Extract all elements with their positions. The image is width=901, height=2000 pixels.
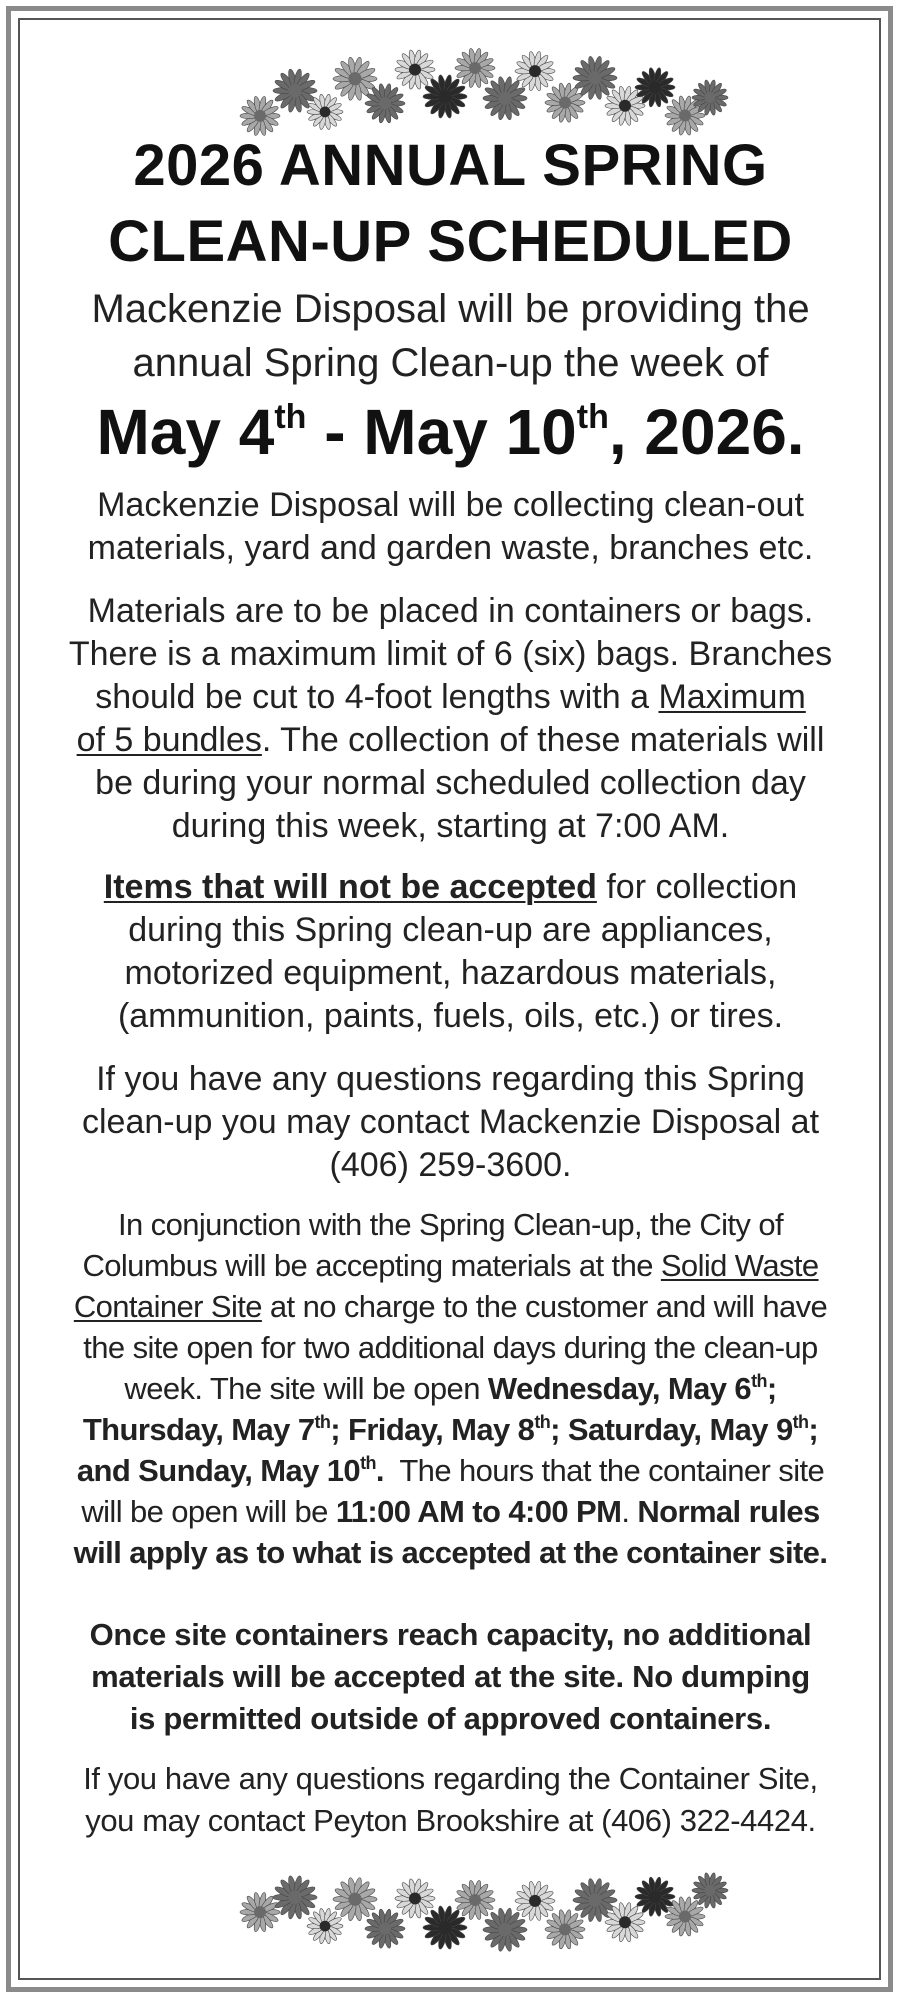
container-site-underline: Container Site: [73, 1289, 262, 1324]
not-accepted-line-4: (ammunition, paints, fuels, oils, etc.) or tires.: [117, 997, 784, 1035]
date-start: May 4: [96, 396, 275, 468]
rules-text-1: Normal rules: [637, 1494, 820, 1529]
capacity-line-1: Once site containers reach capacity, no additional: [89, 1617, 812, 1652]
not-accepted-heading: Items that will not be accepted: [103, 868, 597, 906]
container-line-5-text: week. The site will be open: [124, 1371, 488, 1406]
not-accepted-line-1-text: for collection: [596, 868, 798, 906]
date-end: - May 10: [306, 396, 577, 468]
flyer: [30, 0, 871, 2000]
container-site-paragraph: [30, 1204, 871, 1573]
materials-paragraph: [30, 590, 871, 848]
flower-icon: [605, 86, 645, 126]
container-line-7: [30, 1450, 871, 1491]
contact-container-paragraph: [30, 1758, 871, 1842]
separator: ;: [808, 1412, 819, 1447]
event-dates: [30, 392, 871, 472]
flower-icon: [395, 1878, 435, 1918]
flower-icon: [483, 76, 527, 120]
materials-line-6: during this week, starting at 7:00 AM.: [171, 807, 730, 845]
site-hours: 11:00 AM to 4:00 PM: [335, 1494, 622, 1529]
not-accepted-line-2: during this Spring clean-up are appliances,: [128, 911, 773, 949]
intro-line-2: annual Spring Clean-up the week of: [132, 341, 769, 385]
maximum-bundles-underline: Maximum: [658, 678, 806, 716]
collection-line-1: Mackenzie Disposal will be collecting clean-out: [97, 486, 804, 524]
flower-icon: [515, 1881, 555, 1921]
day-wednesday: Wednesday, May 6: [487, 1371, 752, 1406]
flower-icon: [455, 48, 495, 88]
collection-paragraph: [30, 484, 871, 570]
ordinal-suffix: th: [751, 1371, 767, 1391]
container-line-5: [30, 1368, 871, 1409]
ordinal-suffix: th: [534, 1412, 551, 1432]
flower-icon: [423, 1905, 467, 1949]
separator: ;: [766, 1371, 777, 1406]
flower-icon: [307, 1908, 343, 1944]
capacity-line-3: is permitted outside of approved containers.: [129, 1701, 772, 1736]
not-accepted-paragraph: [30, 866, 871, 1038]
headline-line-2: CLEAN-UP SCHEDULED: [108, 209, 793, 274]
container-line-3-text: at no charge to the customer and will have: [261, 1289, 828, 1324]
not-accepted-line-3: motorized equipment, hazardous materials,: [124, 954, 777, 992]
ordinal-suffix: th: [314, 1412, 331, 1432]
separator: .: [375, 1453, 384, 1488]
ordinal-suffix: th: [360, 1453, 376, 1473]
flower-icon: [423, 74, 467, 118]
flower-garland-bottom-icon: [220, 1860, 740, 1970]
container-line-9: [30, 1532, 871, 1573]
contact-container-line-1: If you have any questions regarding the Container Site,: [83, 1761, 818, 1796]
container-line-2-text: Columbus will be accepting materials at the: [82, 1248, 661, 1283]
day-thursday: Thursday, May 7: [82, 1412, 315, 1447]
intro-line-1: Mackenzie Disposal will be providing the: [91, 287, 810, 331]
materials-line-1: Materials are to be placed in containers or bags.: [87, 592, 814, 630]
separator: .: [621, 1494, 638, 1529]
container-line-3: [30, 1286, 871, 1327]
hours-intro: The hours that the container site: [383, 1453, 825, 1488]
not-accepted-line-1: [30, 866, 871, 909]
headline-line-1: 2026 ANNUAL SPRING: [133, 133, 768, 198]
container-line-1: In conjunction with the Spring Clean-up, the City of: [118, 1207, 783, 1242]
intro-text: [30, 282, 871, 390]
collection-line-2: materials, yard and garden waste, branches etc.: [87, 529, 814, 567]
bundles-underline: of 5 bundles: [76, 721, 262, 759]
date-year: , 2026.: [608, 396, 805, 468]
materials-line-4: [30, 719, 871, 762]
disposal-phone: (406) 259-3600.: [329, 1146, 572, 1184]
flower-icon: [515, 51, 555, 91]
flower-icon: [455, 1880, 495, 1920]
rules-text-2: will apply as to what is accepted at the container site.: [73, 1535, 828, 1570]
materials-line-5: be during your normal scheduled collection day: [95, 764, 806, 802]
capacity-warning-paragraph: [30, 1614, 871, 1740]
container-line-2: [30, 1245, 871, 1286]
headline: [30, 128, 871, 280]
materials-line-2: There is a maximum limit of 6 (six) bags. Branches: [68, 635, 833, 673]
day-saturday: ; Saturday, May 9: [550, 1412, 793, 1447]
flower-garland-top-icon: [220, 28, 740, 138]
day-friday: ; Friday, May 8: [330, 1412, 535, 1447]
container-line-6: [30, 1409, 871, 1450]
materials-line-3: [30, 676, 871, 719]
ordinal-suffix: th: [792, 1412, 809, 1432]
flower-icon: [545, 1909, 585, 1949]
container-line-4: the site open for two additional days during the clean-up: [83, 1330, 818, 1365]
day-sunday: and Sunday, May 10: [76, 1453, 361, 1488]
date-start-suffix: th: [274, 398, 307, 436]
contact-container-line-2: you may contact Peyton Brookshire at (406) 322-4424.: [85, 1803, 816, 1838]
solid-waste-underline: Solid Waste: [660, 1248, 819, 1283]
flower-icon: [333, 1877, 377, 1921]
flower-icon: [483, 1908, 527, 1952]
capacity-line-2: materials will be accepted at the site. No dumping: [91, 1659, 810, 1694]
materials-line-4-text: . The collection of these materials will: [261, 721, 825, 759]
flower-icon: [365, 1909, 405, 1949]
date-end-suffix: th: [576, 398, 609, 436]
contact-disposal-line-2: clean-up you may contact Mackenzie Disposal at: [81, 1103, 820, 1141]
contact-disposal-paragraph: [30, 1058, 871, 1187]
flower-icon: [395, 49, 435, 89]
flower-icon: [545, 83, 585, 123]
contact-disposal-line-1: If you have any questions regarding this Spring: [96, 1060, 805, 1098]
container-line-8: [30, 1491, 871, 1532]
flower-icon: [635, 67, 675, 107]
hours-text: will be open will be: [81, 1494, 336, 1529]
materials-line-3-text: should be cut to 4-foot lengths with a: [95, 678, 659, 716]
